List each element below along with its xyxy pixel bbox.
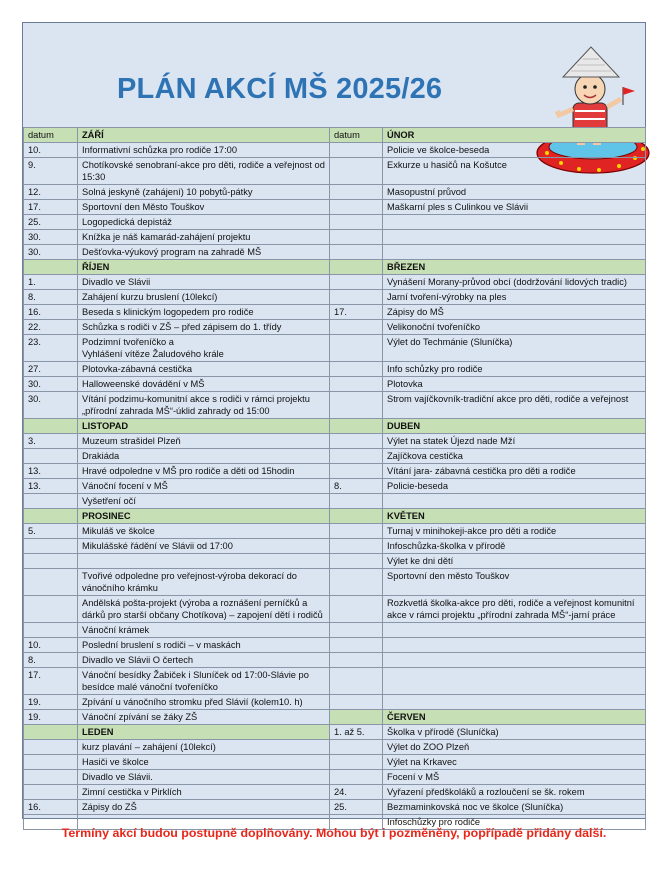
table-row [24,305,646,320]
event-cell: Divadlo ve Slávii. [78,770,330,785]
date-cell [24,569,78,596]
date-cell: 12. [24,185,78,200]
table-row [24,335,646,362]
date-cell: 25. [24,215,78,230]
event-cell: Zápisy do ZŠ [78,800,330,815]
event-cell: Vánoční zpívání se žáky ZŠ [78,710,330,725]
table-row [24,377,646,392]
event-cell: Výlet do ZOO Plzeň [383,740,646,755]
event-cell: Zápisy do MŠ [383,305,646,320]
event-cell: Dešťovka-výukový program na zahradě MŠ [78,245,330,260]
event-cell: Výlet na statek Újezd nade Mží [383,434,646,449]
date-cell [330,668,383,695]
date-cell: 27. [24,362,78,377]
event-cell: Vyřazení předškoláků a rozloučení se šk. rokem [383,785,646,800]
date-cell [24,539,78,554]
date-cell [330,554,383,569]
month-header-row [24,725,646,740]
table-row [24,362,646,377]
date-cell: 30. [24,377,78,392]
table-row [24,668,646,695]
event-cell: DUBEN [383,419,646,434]
date-cell [24,596,78,623]
table-row [24,653,646,668]
table-row [24,623,646,638]
table-row [24,755,646,770]
date-cell [24,785,78,800]
event-cell: ZÁŘÍ [78,128,330,143]
event-cell: Výlet do Techmánie (Sluníčka) [383,335,646,362]
date-cell [330,275,383,290]
event-cell: Mikuláš ve školce [78,524,330,539]
event-cell: Velikonoční tvořeníčko [383,320,646,335]
date-cell [330,335,383,362]
event-cell: Zajíčkova cestička [383,449,646,464]
event-cell: Plotovka-zábavná cestička [78,362,330,377]
date-cell [330,200,383,215]
date-cell [24,260,78,275]
event-cell: Vítání jara- zábavná cestička pro děti a rodiče [383,464,646,479]
table-row [24,434,646,449]
event-cell: Vítání podzimu-komunitní akce s rodiči v rámci projektu „přírodní zahrada MŠ“-úklid zahrady od 15:00 [78,392,330,419]
event-cell: ÚNOR [383,128,646,143]
date-cell: 24. [330,785,383,800]
event-cell: Informativní schůzka pro rodiče 17:00 [78,143,330,158]
date-cell [330,392,383,419]
event-cell: Hravé odpoledne v MŠ pro rodiče a děti od 15hodin [78,464,330,479]
event-cell: Podzimní tvořeníčko a Vyhlášení vítěze Žaludového krále [78,335,330,362]
table-row [24,185,646,200]
date-cell [330,215,383,230]
date-cell [24,419,78,434]
event-cell: Vyšetření očí [78,494,330,509]
event-cell: Výlet ke dni dětí [383,554,646,569]
date-cell [330,755,383,770]
date-cell: 25. [330,800,383,815]
events-table [23,127,646,830]
date-cell [330,509,383,524]
event-cell [383,623,646,638]
event-cell: BŘEZEN [383,260,646,275]
date-cell: 30. [24,392,78,419]
table-row [24,569,646,596]
month-header-row [24,260,646,275]
date-cell: 10. [24,638,78,653]
event-cell: Zimní cestička v Pirklích [78,785,330,800]
date-cell [330,320,383,335]
date-cell: 16. [24,305,78,320]
date-cell: 13. [24,479,78,494]
date-cell [330,434,383,449]
event-cell: Logopedická depistáž [78,215,330,230]
date-cell: 19. [24,710,78,725]
date-cell: 1. [24,275,78,290]
event-cell: Masopustní průvod [383,185,646,200]
table-row [24,320,646,335]
table-row [24,638,646,653]
event-cell: Infoschůzky pro rodiče [383,815,646,830]
event-cell: Sportovní den Město Touškov [78,200,330,215]
event-cell: Maškarní ples s Culinkou ve Slávii [383,200,646,215]
date-cell [330,419,383,434]
date-cell: 8. [24,653,78,668]
table-row [24,785,646,800]
event-cell: Schůzka s rodiči v ZŠ – před zápisem do 1. třídy [78,320,330,335]
date-cell: 3. [24,434,78,449]
event-cell [78,554,330,569]
table-row [24,200,646,215]
table-row [24,275,646,290]
date-cell: 30. [24,245,78,260]
table-row [24,479,646,494]
date-cell [330,710,383,725]
date-cell [330,449,383,464]
table-row [24,710,646,725]
event-cell: Rozkvetlá školka-akce pro děti, rodiče a veřejnost komunitní akce v rámci projektu „přírodní zahrada MŠ“-jarní práce [383,596,646,623]
event-cell: Divadlo ve Slávii [78,275,330,290]
event-cell: Poslední bruslení s rodiči – v maskách [78,638,330,653]
date-cell [330,143,383,158]
event-cell: Vynášení Morany-průvod obcí (dodržování lidových tradic) [383,275,646,290]
event-cell: Halloweenské dovádění v MŠ [78,377,330,392]
date-cell [24,623,78,638]
date-cell [330,245,383,260]
event-cell [383,494,646,509]
event-cell: Výlet na Krkavec [383,755,646,770]
table-row [24,290,646,305]
date-cell [330,638,383,653]
date-cell: datum [330,128,383,143]
date-cell [330,494,383,509]
plan-page [22,22,646,827]
date-cell [330,539,383,554]
event-cell: Strom vajíčkovník-tradiční akce pro děti, rodiče a veřejnost [383,392,646,419]
event-cell: Školka v přírodě (Sluníčka) [383,725,646,740]
event-cell: Policie ve školce-beseda [383,143,646,158]
event-cell: Exkurze u hasičů na Košutce [383,158,646,185]
date-cell [330,740,383,755]
event-cell: PROSINEC [78,509,330,524]
date-cell: 17. [24,200,78,215]
event-cell: Beseda s klinickým logopedem pro rodiče [78,305,330,320]
date-cell [330,695,383,710]
event-cell: Drakiáda [78,449,330,464]
table-row [24,695,646,710]
table-row [24,230,646,245]
date-cell: 10. [24,143,78,158]
event-cell: Turnaj v minihokeji-akce pro děti a rodiče [383,524,646,539]
event-cell: Mikulášské řádění ve Slávii od 17:00 [78,539,330,554]
date-cell [24,740,78,755]
date-cell: 5. [24,524,78,539]
event-cell: Focení v MŠ [383,770,646,785]
table-row [24,449,646,464]
date-cell [24,770,78,785]
event-cell: Plotovka [383,377,646,392]
date-cell [330,596,383,623]
event-cell: KVĚTEN [383,509,646,524]
date-cell [24,554,78,569]
date-cell: 22. [24,320,78,335]
event-cell: Vánoční besídky Žabiček i Sluníček od 17:00-Slávie po besídce malé vánoční tvořeníčko [78,668,330,695]
event-cell: Muzeum strašidel Plzeň [78,434,330,449]
event-cell: Vánoční krámek [78,623,330,638]
table-row [24,539,646,554]
event-cell: Sportovní den město Touškov [383,569,646,596]
table-row [24,800,646,815]
event-cell: Chotíkovské senobraní-akce pro děti, rodiče a veřejnost od 15:30 [78,158,330,185]
page-title: PLÁN AKCÍ MŠ 2025/26 [117,73,443,105]
date-cell: 8. [24,290,78,305]
table-row [24,596,646,623]
date-cell [330,158,383,185]
date-cell [330,653,383,668]
month-header-row [24,509,646,524]
event-cell [383,245,646,260]
footer-note: Termíny akcí budou postupně doplňovány. Mohou být i pozměněny, popřípadě přidány další. [61,826,607,840]
date-cell: 1. až 5. [330,725,383,740]
month-header-row [24,128,646,143]
event-cell: Solná jeskyně (zahájení) 10 pobytů-pátky [78,185,330,200]
event-cell [383,638,646,653]
date-cell [330,290,383,305]
event-cell: Zahájení kurzu bruslení (10lekcí) [78,290,330,305]
event-cell: ČERVEN [383,710,646,725]
event-cell: Jarní tvoření-výrobky na ples [383,290,646,305]
date-cell: datum [24,128,78,143]
table-row [24,158,646,185]
event-cell: LEDEN [78,725,330,740]
date-cell [24,755,78,770]
date-cell [24,449,78,464]
table-row [24,740,646,755]
date-cell [330,569,383,596]
date-cell [24,509,78,524]
date-cell: 23. [24,335,78,362]
event-cell [383,653,646,668]
date-cell [330,377,383,392]
table-row [24,524,646,539]
event-cell: Policie-beseda [383,479,646,494]
table-row [24,392,646,419]
date-cell [330,623,383,638]
table-row [24,143,646,158]
event-cell: Divadlo ve Slávii O čertech [78,653,330,668]
date-cell: 9. [24,158,78,185]
date-cell [330,362,383,377]
event-cell [383,695,646,710]
event-cell: Knížka je náš kamarád-zahájení projektu [78,230,330,245]
date-cell [330,230,383,245]
event-cell [383,230,646,245]
date-cell [330,464,383,479]
event-cell: Tvořivé odpoledne pro veřejnost-výroba dekorací do vánočního krámku [78,569,330,596]
date-cell [330,524,383,539]
table-row [24,554,646,569]
table-row [24,215,646,230]
event-cell: Bezmaminkovská noc ve školce (Sluníčka) [383,800,646,815]
month-header-row [24,419,646,434]
event-cell [383,668,646,695]
event-cell: Vánoční focení v MŠ [78,479,330,494]
date-cell [24,725,78,740]
date-cell: 13. [24,464,78,479]
event-cell: kurz plavání – zahájení (10lekcí) [78,740,330,755]
date-cell: 17. [24,668,78,695]
date-cell: 19. [24,695,78,710]
event-cell: LISTOPAD [78,419,330,434]
event-cell: Info schůzky pro rodiče [383,362,646,377]
date-cell: 30. [24,230,78,245]
date-cell: 16. [24,800,78,815]
event-cell: Zpívání u vánočního stromku před Slávií (kolem10. h) [78,695,330,710]
date-cell: 17. [330,305,383,320]
date-cell: 8. [330,479,383,494]
table-row [24,494,646,509]
table-row [24,245,646,260]
event-cell: ŘÍJEN [78,260,330,275]
date-cell [24,494,78,509]
date-cell [330,770,383,785]
event-cell: Andělská pošta-projekt (výroba a roznášení perníčků a dárků pro starší občany Chotíkova) – zapojení dětí i rodičů [78,596,330,623]
table-row [24,464,646,479]
date-cell [330,260,383,275]
event-cell: Infoschůzka-školka v přírodě [383,539,646,554]
table-row [24,770,646,785]
event-cell [383,215,646,230]
event-cell: Hasiči ve školce [78,755,330,770]
date-cell [330,185,383,200]
